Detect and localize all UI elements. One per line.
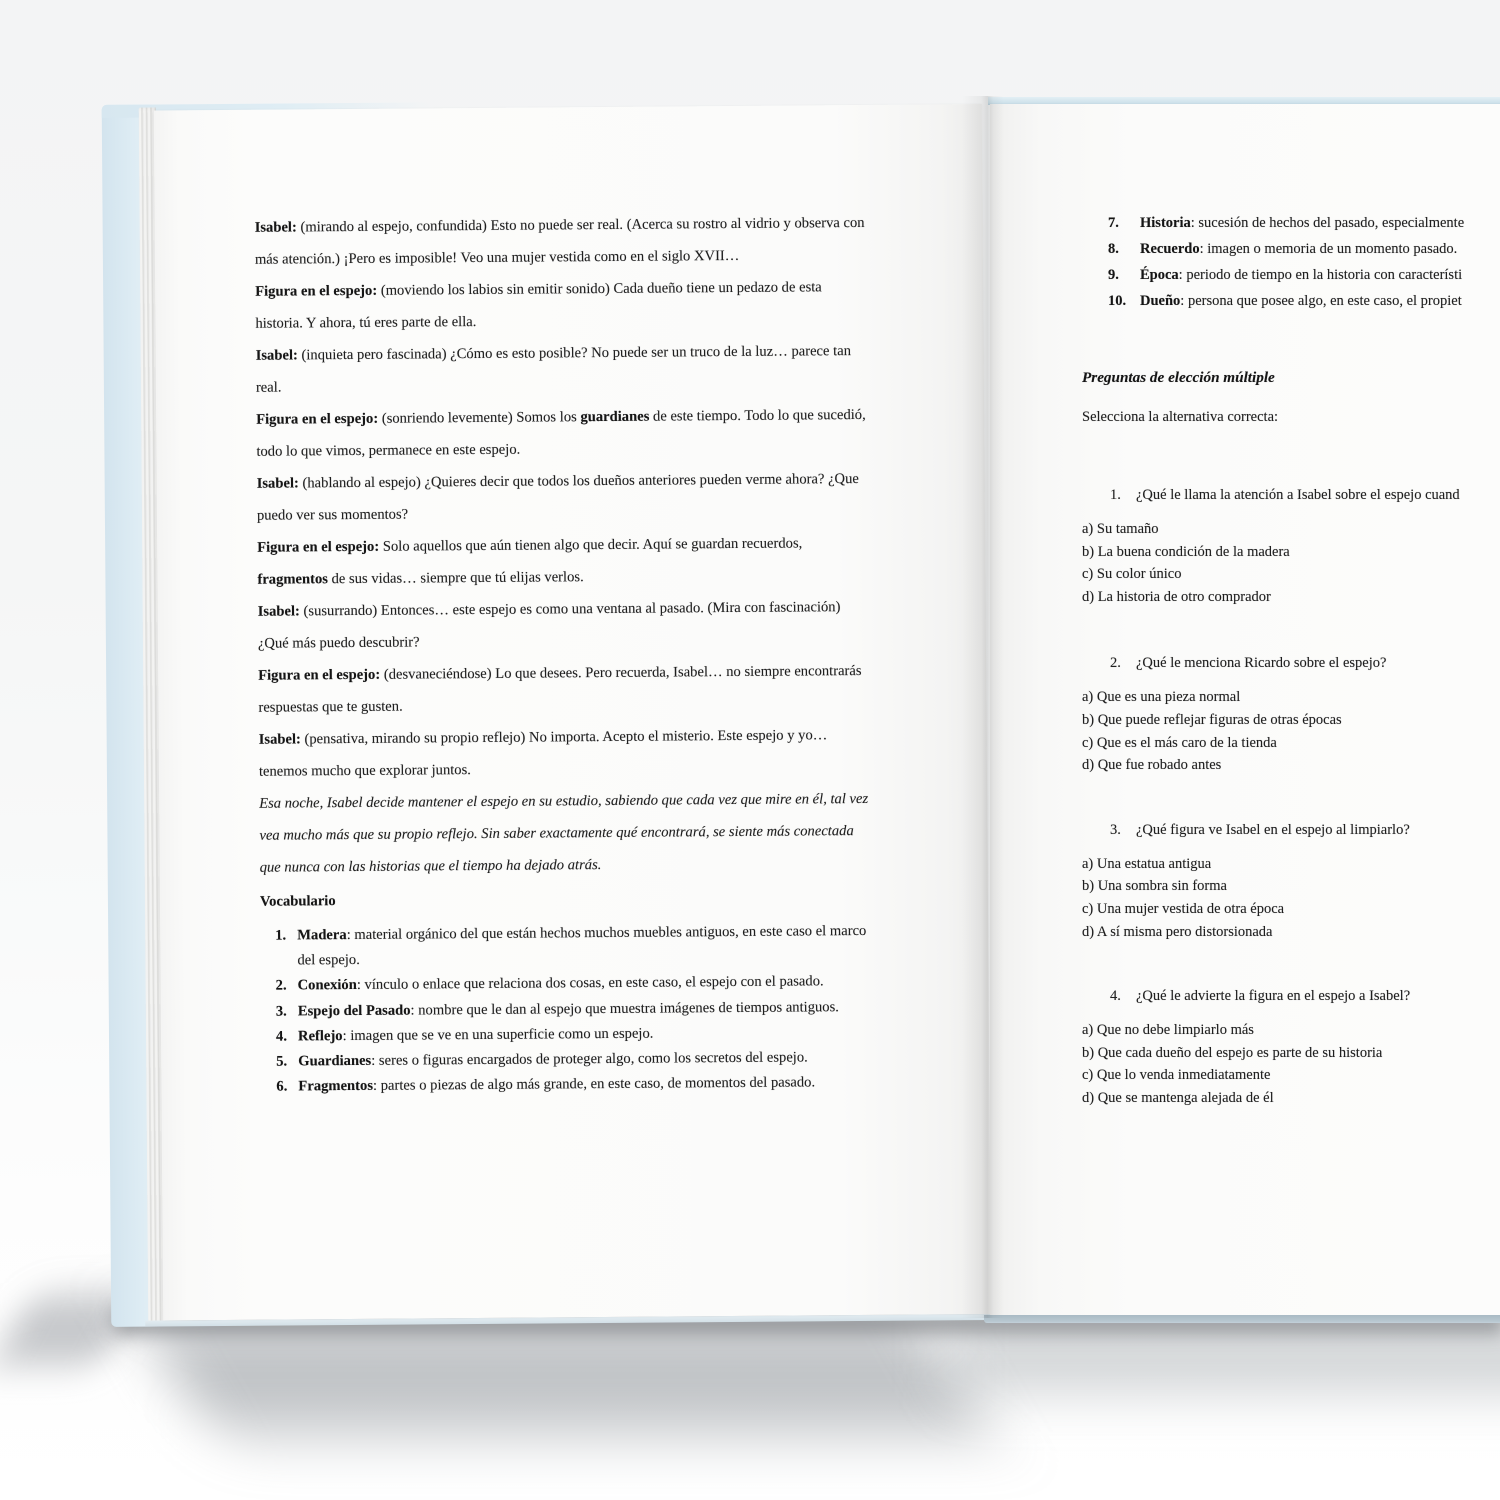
book-cover-edge-bottom-right (984, 1315, 1500, 1323)
item-number: 9. (1108, 267, 1119, 283)
option: a) Que no debe limpiarlo más (1082, 1022, 1254, 1039)
dialogue-paragraph: Figura en el espejo: (moviendo los labios sin emitir sonido) Cada dueño tiene un pedazo de esta historia. Y ahora, tú eres parte de ella. (255, 279, 822, 332)
left-page-assembly (96, 96, 992, 1335)
left-page (154, 104, 991, 1320)
item-number: 5. (276, 1053, 288, 1070)
speaker-name: Figura en el espejo: (257, 538, 380, 556)
vocabulary-item (1082, 262, 1500, 288)
question-text: ¿Qué le menciona Ricardo sobre el espejo? (1136, 655, 1387, 672)
vocab-term: Fragmentos (298, 1078, 374, 1095)
options-list (1082, 853, 1500, 943)
vocabulary-item (1082, 210, 1500, 236)
item-number: 3. (275, 1003, 287, 1020)
question-text: ¿Qué le llama la atención a Isabel sobre el espejo cuand (1136, 487, 1460, 503)
options-list (1082, 686, 1500, 776)
vocabulary-item (1082, 236, 1500, 262)
speaker-name: Isabel: (255, 347, 298, 364)
question (1082, 482, 1500, 508)
item-number: 2. (275, 977, 287, 994)
dialogue-paragraph: Figura en el espejo: (desvaneciéndose) Lo que desees. Pero recuerda, Isabel… no siempre encontrarás respuestas que te gusten. (258, 662, 862, 716)
speaker-name: Isabel: (254, 219, 297, 236)
item-number: 1. (275, 927, 287, 944)
book-shadow-wedge (140, 1318, 986, 1433)
option: a) Su tamaño (1082, 521, 1159, 537)
vocab-term: Recuerdo (1140, 241, 1200, 257)
book-spine-gutter (962, 96, 1008, 1318)
dialogue-paragraph: Figura en el espejo: Solo aquellos que aún tienen algo que decir. Aquí se guardan recuerdos, fragmentos de sus vidas… siempre que tú elijas verlos. (257, 535, 803, 588)
question (1082, 983, 1500, 1009)
dialogue-paragraph: Isabel: (susurrando) Entonces… este espejo es como una ventana al pasado. (Mira con fascinación) ¿Qué más puedo descubrir? (257, 599, 841, 652)
speaker-name: Figura en el espejo: (256, 410, 379, 428)
question (1082, 817, 1500, 843)
narration-paragraph: Esa noche, Isabel decide mantener el espejo en su estudio, sabiendo que cada vez que mire en él, tal vez vea mucho más que su propio reflejo. Sin saber exactamente qué encontrará, se siente más conectada que nunca con las historias que el tiempo ha dejado atrás. (259, 790, 869, 876)
vocab-definition: : imagen que se ve en una superficie como un espejo. (342, 1025, 654, 1044)
dialogue-paragraph: Isabel: (inquieta pero fascinada) ¿Cómo es esto posible? No puede ser un truco de la luz… parece tan real. (255, 343, 852, 396)
question-number: 3. (1110, 821, 1121, 838)
vocab-definition: : periodo de tiempo en la historia con característi (1178, 267, 1463, 283)
dialogue-paragraph: Isabel: (hablando al espejo) ¿Quieres decir que todos los dueños anteriores pueden verme ahora? ¿Que puedo ver sus momentos? (256, 470, 859, 524)
option: c) Una mujer vestida de otra época (1082, 900, 1285, 917)
vocab-definition: : material orgánico del que están hechos muchos muebles antiguos, en este caso el marco del espejo. (297, 922, 867, 969)
question-text: ¿Qué le advierte la figura en el espejo a Isabel? (1136, 988, 1411, 1005)
vocabulary-list-continued (1082, 210, 1500, 314)
bold-term: guardianes (580, 408, 650, 426)
option: c) Que lo venda inmediatamente (1082, 1067, 1271, 1084)
speaker-name: Isabel: (257, 603, 300, 620)
vocab-definition: : sucesión de hechos del pasado, especialmente (1190, 215, 1465, 231)
option: c) Su color único (1082, 566, 1182, 583)
option: a) Una estatua antigua (1082, 855, 1212, 872)
option: b) La buena condición de la madera (1082, 543, 1290, 560)
question-number: 1. (1110, 487, 1121, 503)
option: a) Que es una pieza normal (1082, 689, 1241, 706)
options-list (1082, 1019, 1500, 1109)
speaker-name: Isabel: (256, 475, 299, 492)
question-text: ¿Qué figura ve Isabel en el espejo al limpiarlo? (1136, 821, 1410, 838)
question-number: 2. (1110, 655, 1121, 672)
vocab-term: Espejo del Pasado (297, 1002, 411, 1020)
options-list (1082, 518, 1500, 608)
option: d) Que se mantenga alejada de él (1082, 1089, 1274, 1106)
vocab-term: Guardianes (298, 1052, 372, 1070)
vocab-term: Reflejo (297, 1027, 343, 1045)
vocab-term: Conexión (297, 977, 357, 994)
option: d) La historia de otro comprador (1082, 588, 1271, 605)
vocabulary-item (261, 1070, 873, 1100)
option: b) Que puede reflejar figuras de otras épocas (1082, 711, 1342, 728)
vocab-term: Época (1140, 267, 1179, 283)
vocab-definition: : nombre que le dan al espejo que muestra imágenes de tiempos antiguos. (410, 998, 839, 1019)
question (1082, 650, 1500, 676)
option: d) A sí misma pero distorsionada (1082, 923, 1273, 940)
question-number: 4. (1110, 988, 1121, 1005)
dialogue-paragraph: Isabel: (pensativa, mirando su propio reflejo) No importa. Acepto el misterio. Este espejo y yo… tenemos mucho que explorar juntos. (258, 727, 828, 780)
left-page-text (255, 207, 874, 1100)
speaker-name: Isabel: (258, 731, 301, 748)
item-number: 7. (1108, 215, 1119, 231)
vocabulary-heading: Vocabulario (259, 893, 336, 910)
vocab-definition: : partes o piezas de algo más grande, en este caso, de momentos del pasado. (372, 1074, 816, 1095)
dialogue-paragraph: Figura en el espejo: (sonriendo levemente) Somos los guardianes de este tiempo. Todo lo que sucedió, todo lo que vimos, permanece en este espejo. (256, 406, 866, 460)
vocab-definition: : vínculo o enlace que relaciona dos cosas, en este caso, el espejo con el pasado. (356, 973, 824, 994)
multiple-choice-heading: Preguntas de elección múltiple (1082, 369, 1275, 386)
bold-term: fragmentos (257, 571, 329, 588)
item-number: 10. (1108, 293, 1127, 309)
option: d) Que fue robado antes (1082, 757, 1222, 774)
item-number: 8. (1108, 241, 1119, 257)
option: b) Que cada dueño del espejo es parte de su historia (1082, 1044, 1383, 1061)
vocab-term: Dueño (1140, 293, 1181, 309)
item-number: 4. (275, 1028, 288, 1045)
option: b) Una sombra sin forma (1082, 878, 1227, 895)
vocab-term: Madera (297, 927, 347, 944)
speaker-name: Figura en el espejo: (255, 282, 378, 300)
item-number: 6. (276, 1078, 288, 1095)
vocab-definition: : seres o figuras encargados de proteger algo, como los secretos del espejo. (371, 1049, 808, 1069)
vocab-term: Historia (1140, 215, 1191, 231)
dialogue-paragraph: Isabel: (mirando al espejo, confundida) Esto no puede ser real. (Acerca su rostro al vidrio y observa con más atención.) ¡Pero es imposible! Veo una mujer vestida como en el siglo XVII… (254, 214, 865, 268)
speaker-name: Figura en el espejo: (258, 666, 381, 684)
vocabulary-item (260, 919, 872, 974)
vocab-definition: : imagen o memoria de un momento pasado. (1199, 241, 1458, 257)
multiple-choice-instruction: Selecciona la alternativa correcta: (1082, 409, 1279, 425)
vocab-definition: : persona que posee algo, en este caso, el propiet (1180, 293, 1462, 309)
right-page (990, 104, 1500, 1315)
vocabulary-item (1082, 288, 1500, 314)
right-page-text (1082, 210, 1500, 1110)
vocabulary-list (260, 919, 873, 1100)
option: c) Que es el más caro de la tienda (1082, 734, 1277, 751)
